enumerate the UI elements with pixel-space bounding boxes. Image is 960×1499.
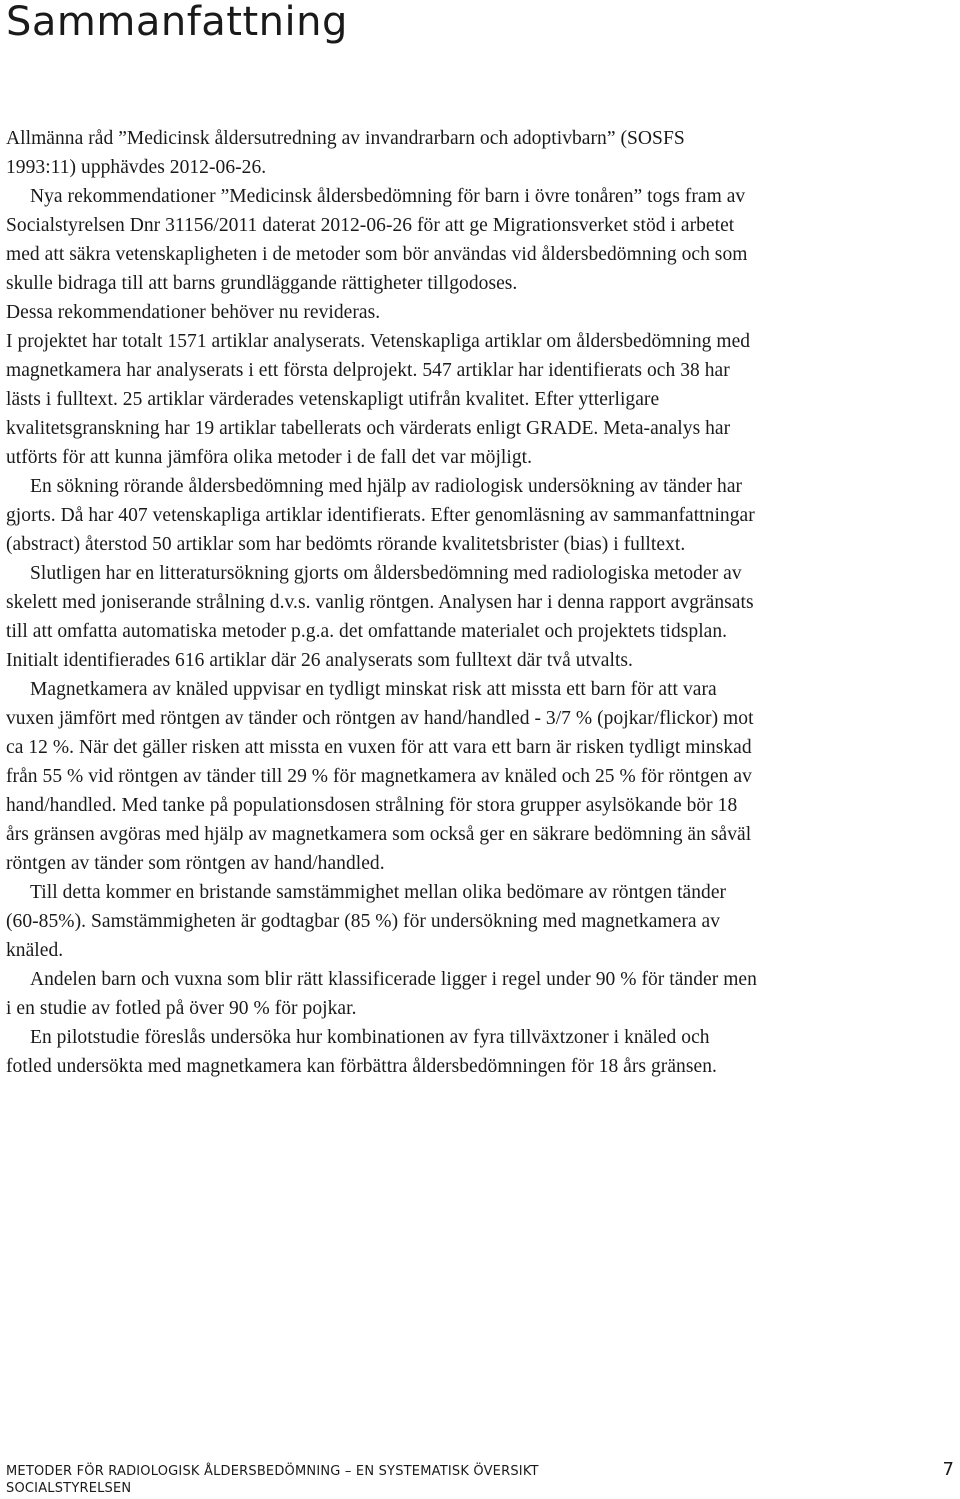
page-title: Sammanfattning [6,0,348,45]
paragraph-2: Nya rekommendationer ”Medicinsk åldersbedömning för barn i övre tonåren” togs fram av Socialstyrelsen Dnr 31156/2011 daterat 2012-06-26 för att ge Migrationsverket stöd i arbetet med att säkra vetenskapligheten i de metoder som bör användas vid åldersbedömning och som skulle bidraga till att barns grundläggande rättigheter tillgodoses. [6,186,748,294]
paragraph-5: En sökning rörande åldersbedömning med hjälp av radiologisk undersökning av tänder har gjorts. Då har 407 vetenskapliga artiklar identifierats. Efter genomläsning av sammanfattningar (abstract) återstod 50 artiklar som har bedömts rörande kvalitetsbrister (bias) i fulltext. [6,476,755,555]
summary-body [6,124,758,1081]
paragraph-10: En pilotstudie föreslås undersöka hur kombinationen av fyra tillväxtzoner i knäled och fotled undersökta med magnetkamera kan förbättra åldersbedömningen för 18 års gränsen. [6,1027,717,1077]
paragraph-8: Till detta kommer en bristande samstämmighet mellan olika bedömare av röntgen tänder (60-85%). Samstämmigheten är godtagbar (85 %) för undersökning med magnetkamera av knäled. [6,882,727,961]
paragraph-7: Magnetkamera av knäled uppvisar en tydligt minskat risk att missta ett barn för att vara vuxen jämfört med röntgen av tänder och röntgen av hand/handled - 3/7 % (pojkar/flickor) mot ca 12 %. När det gäller risken att missta en vuxen för att vara ett barn är risken tydligt minskad från 55 % vid röntgen av tänder till 29 % för magnetkamera av knäled och 25 % för röntgen av hand/handled. Med tanke på populationsdosen strålning för stora grupper asylsökande bör 18 års gränsen avgöras med hjälp av magnetkamera som också ger en säkrare bedömning än såväl röntgen av tänder som röntgen av hand/handled. [6,679,754,874]
paragraph-4: I projektet har totalt 1571 artiklar analyserats. Vetenskapliga artiklar om åldersbedömning med magnetkamera har analyserats i ett första delprojekt. 547 artiklar har identifierats och 38 har lästs i fulltext. 25 artiklar värderades vetenskapligt utifrån kvalitet. Efter ytterligare kvalitetsgranskning har 19 artiklar tabellerats och värderats enligt GRADE. Meta-analys har utförts för att kunna jämföra olika metoder i de fall det var möjligt. [6,331,751,468]
paragraph-1: Allmänna råd ”Medicinsk åldersutredning av invandrarbarn och adoptivbarn” (SOSFS 1993:11) upphävdes 2012-06-26. [6,128,685,178]
footer-publisher: SOCIALSTYRELSEN [6,1481,132,1496]
page-footer [6,1463,954,1497]
page-number: 7 [942,1459,954,1480]
paragraph-6: Slutligen har en litteratursökning gjorts om åldersbedömning med radiologiska metoder av skelett med joniserande strålning d.v.s. vanlig röntgen. Analysen har i denna rapport avgränsats till att omfatta automatiska metoder p.g.a. det omfattande materialet och projektets tidsplan. Initialt identifierades 616 artiklar där 26 analyserats som fulltext där två utvalts. [6,563,754,671]
footer-report-title: METODER FÖR RADIOLOGISK ÅLDERSBEDÖMNING – EN SYSTEMATISK ÖVERSIKT [6,1464,539,1479]
paragraph-3: Dessa rekommendationer behöver nu revideras. [6,302,381,323]
paragraph-9: Andelen barn och vuxna som blir rätt klassificerade ligger i regel under 90 % för tänder men i en studie av fotled på över 90 % för pojkar. [6,969,757,1019]
